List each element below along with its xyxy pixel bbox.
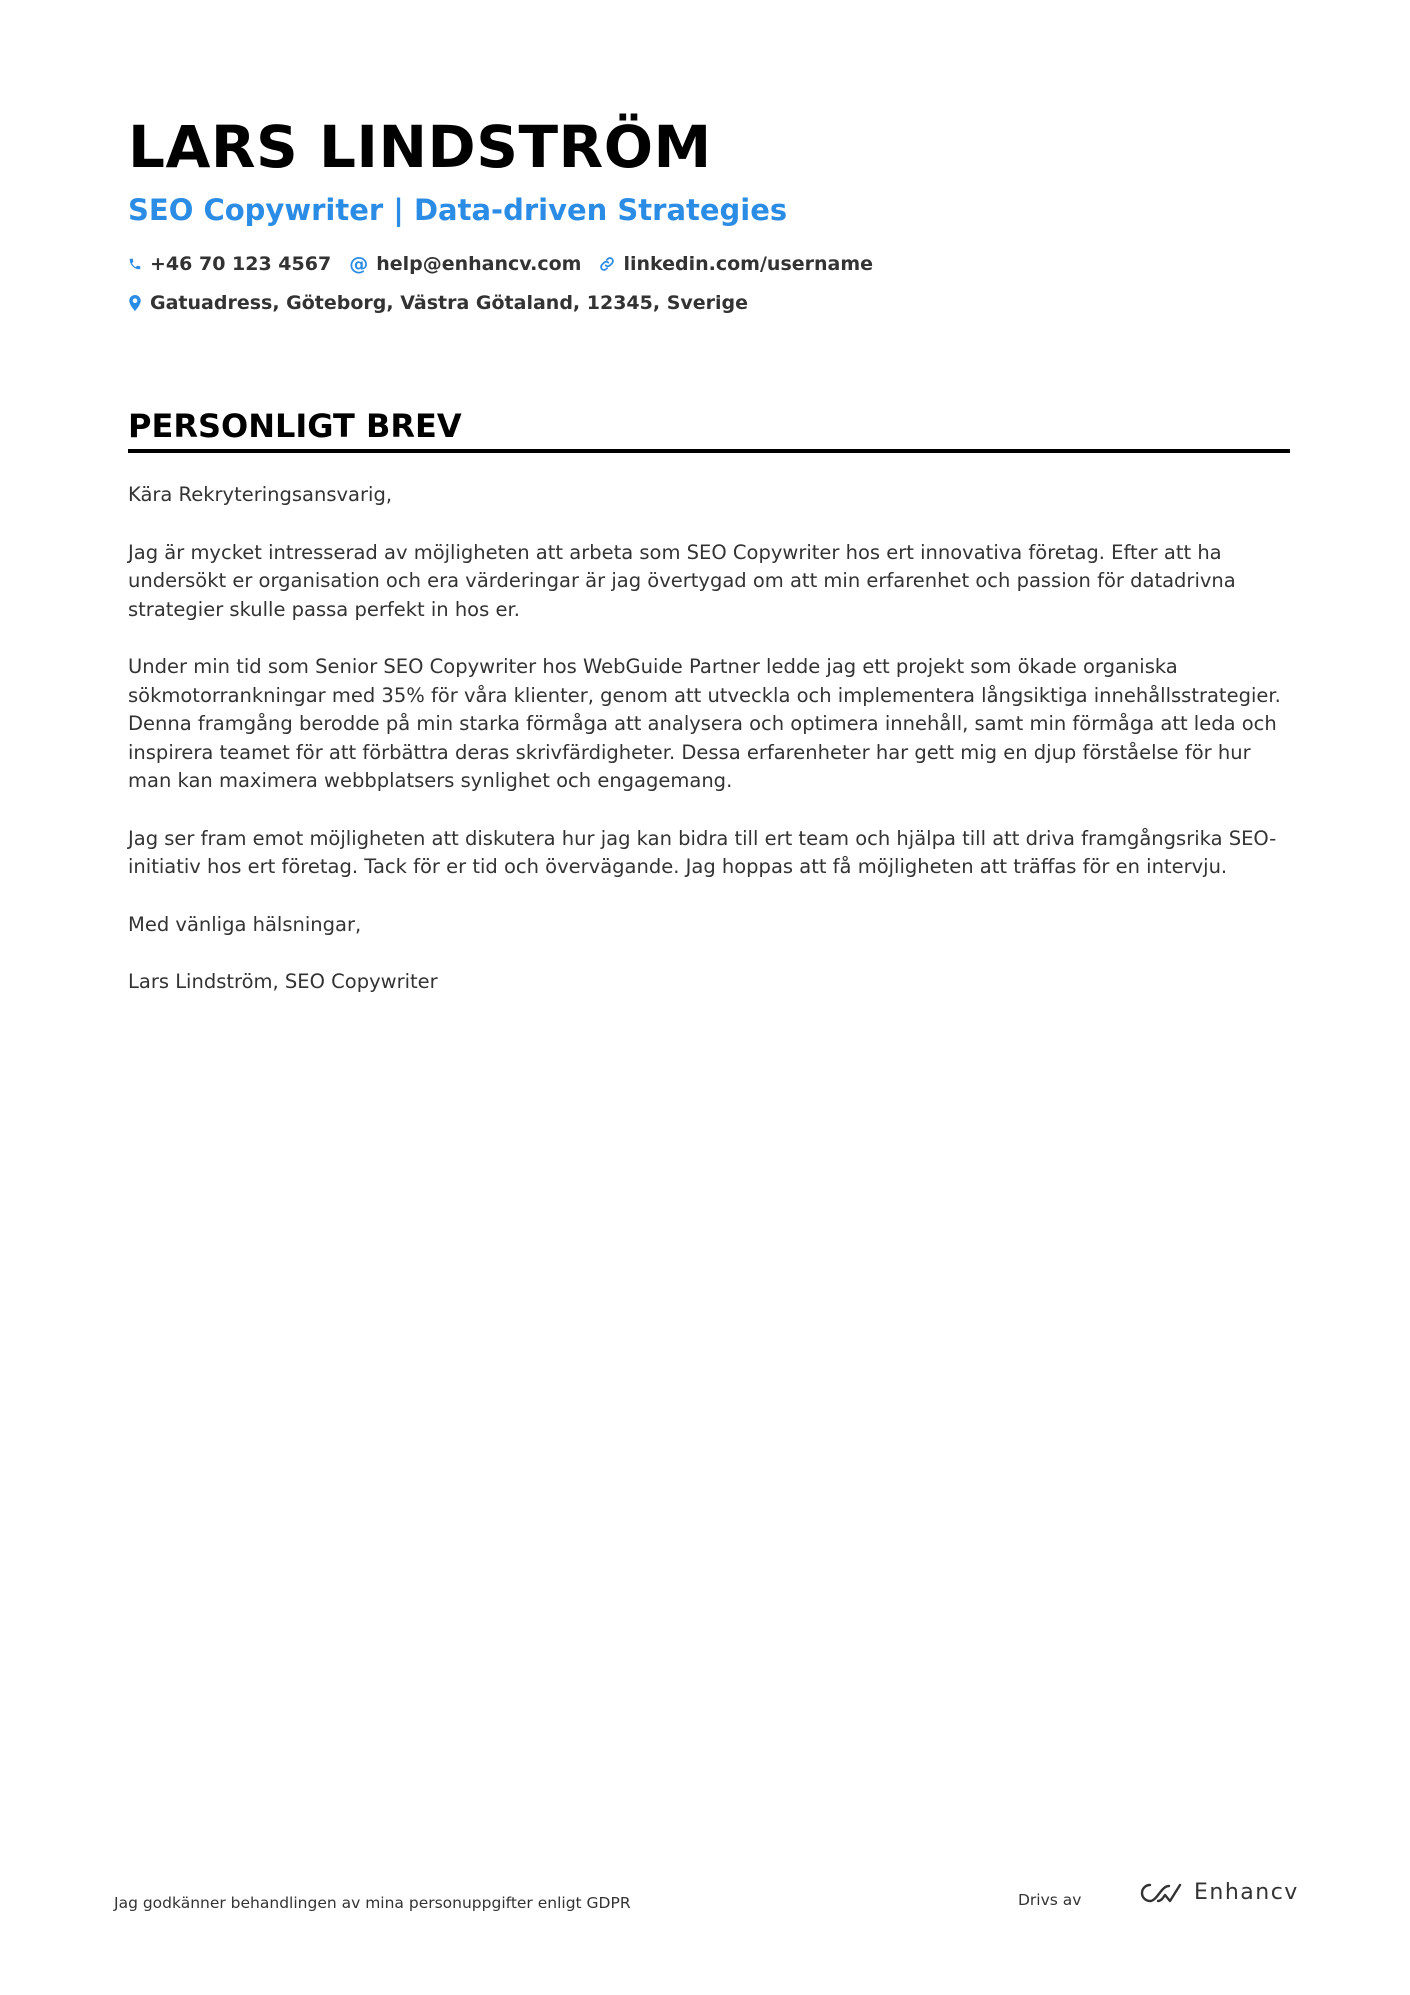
brand-name: Enhancv bbox=[1194, 1880, 1299, 1905]
letter-greeting: Kära Rekryteringsansvarig, bbox=[128, 483, 393, 506]
phone-text: +46 70 123 4567 bbox=[150, 253, 332, 275]
linkedin-contact[interactable] bbox=[599, 253, 873, 275]
letter-paragraph: Jag ser fram emot möjligheten att diskutera hur jag kan bidra till ert team och hjälpa till att driva framgångsrika SEO-initiativ hos ert företag. Tack för er tid och övervägande. Jag hoppas att få möjligheten att träffas för en intervju. bbox=[128, 826, 1277, 878]
letter-signature: Lars Lindström, SEO Copywriter bbox=[128, 970, 438, 993]
contact-row bbox=[128, 253, 891, 275]
infinity-logo-icon bbox=[1138, 1881, 1184, 1905]
enhancv-logo[interactable] bbox=[1138, 1880, 1299, 1905]
email-text: help@enhancv.com bbox=[376, 253, 582, 275]
phone-icon bbox=[128, 257, 142, 271]
section-title: PERSONLIGT BREV bbox=[128, 407, 462, 445]
link-icon bbox=[599, 256, 615, 272]
letter-body bbox=[128, 481, 1290, 1026]
address-contact bbox=[128, 292, 748, 314]
email-contact[interactable] bbox=[349, 253, 581, 275]
letter-paragraph: Jag är mycket intresserad av möjligheten att arbeta som SEO Copywriter hos ert innovativa företag. Efter att ha undersökt er organisation och era värderingar är jag övertygad om att min erfarenhet och passion för datadrivna strategier skulle passa perfekt in hos er. bbox=[128, 540, 1236, 621]
letter-closing: Med vänliga hälsningar, bbox=[128, 912, 362, 936]
phone-contact[interactable] bbox=[128, 253, 331, 275]
powered-by-label: Drivs av bbox=[1018, 1891, 1082, 1909]
location-pin-icon bbox=[128, 295, 142, 311]
letter-paragraph: Under min tid som Senior SEO Copywriter hos WebGuide Partner ledde jag ett projekt som ökade organiska sökmotorrankningar med 35% för våra klienter, genom att utveckla och implementera långsiktiga innehållsstrategier. Denna framgång berodde på min starka förmåga att analysera och optimera innehåll, samt min förmåga att leda och inspirera teamet för att förbättra deras skrivfärdigheter. Dessa erfarenheter har gett mig en djup förståelse för hur man kan maximera webbplatsers synlighet och engagemang. bbox=[128, 655, 1281, 792]
applicant-title: SEO Copywriter | Data-driven Strategies bbox=[128, 193, 788, 227]
at-icon: @ bbox=[349, 253, 369, 275]
applicant-name: LARS LINDSTRÖM bbox=[128, 113, 712, 181]
address-text: Gatuadress, Göteborg, Västra Götaland, 12345, Sverige bbox=[150, 292, 749, 314]
gdpr-consent: Jag godkänner behandlingen av mina personuppgifter enligt GDPR bbox=[114, 1894, 631, 1912]
section-divider bbox=[128, 449, 1290, 453]
address-row bbox=[128, 292, 766, 314]
linkedin-text: linkedin.com/username bbox=[623, 253, 874, 275]
